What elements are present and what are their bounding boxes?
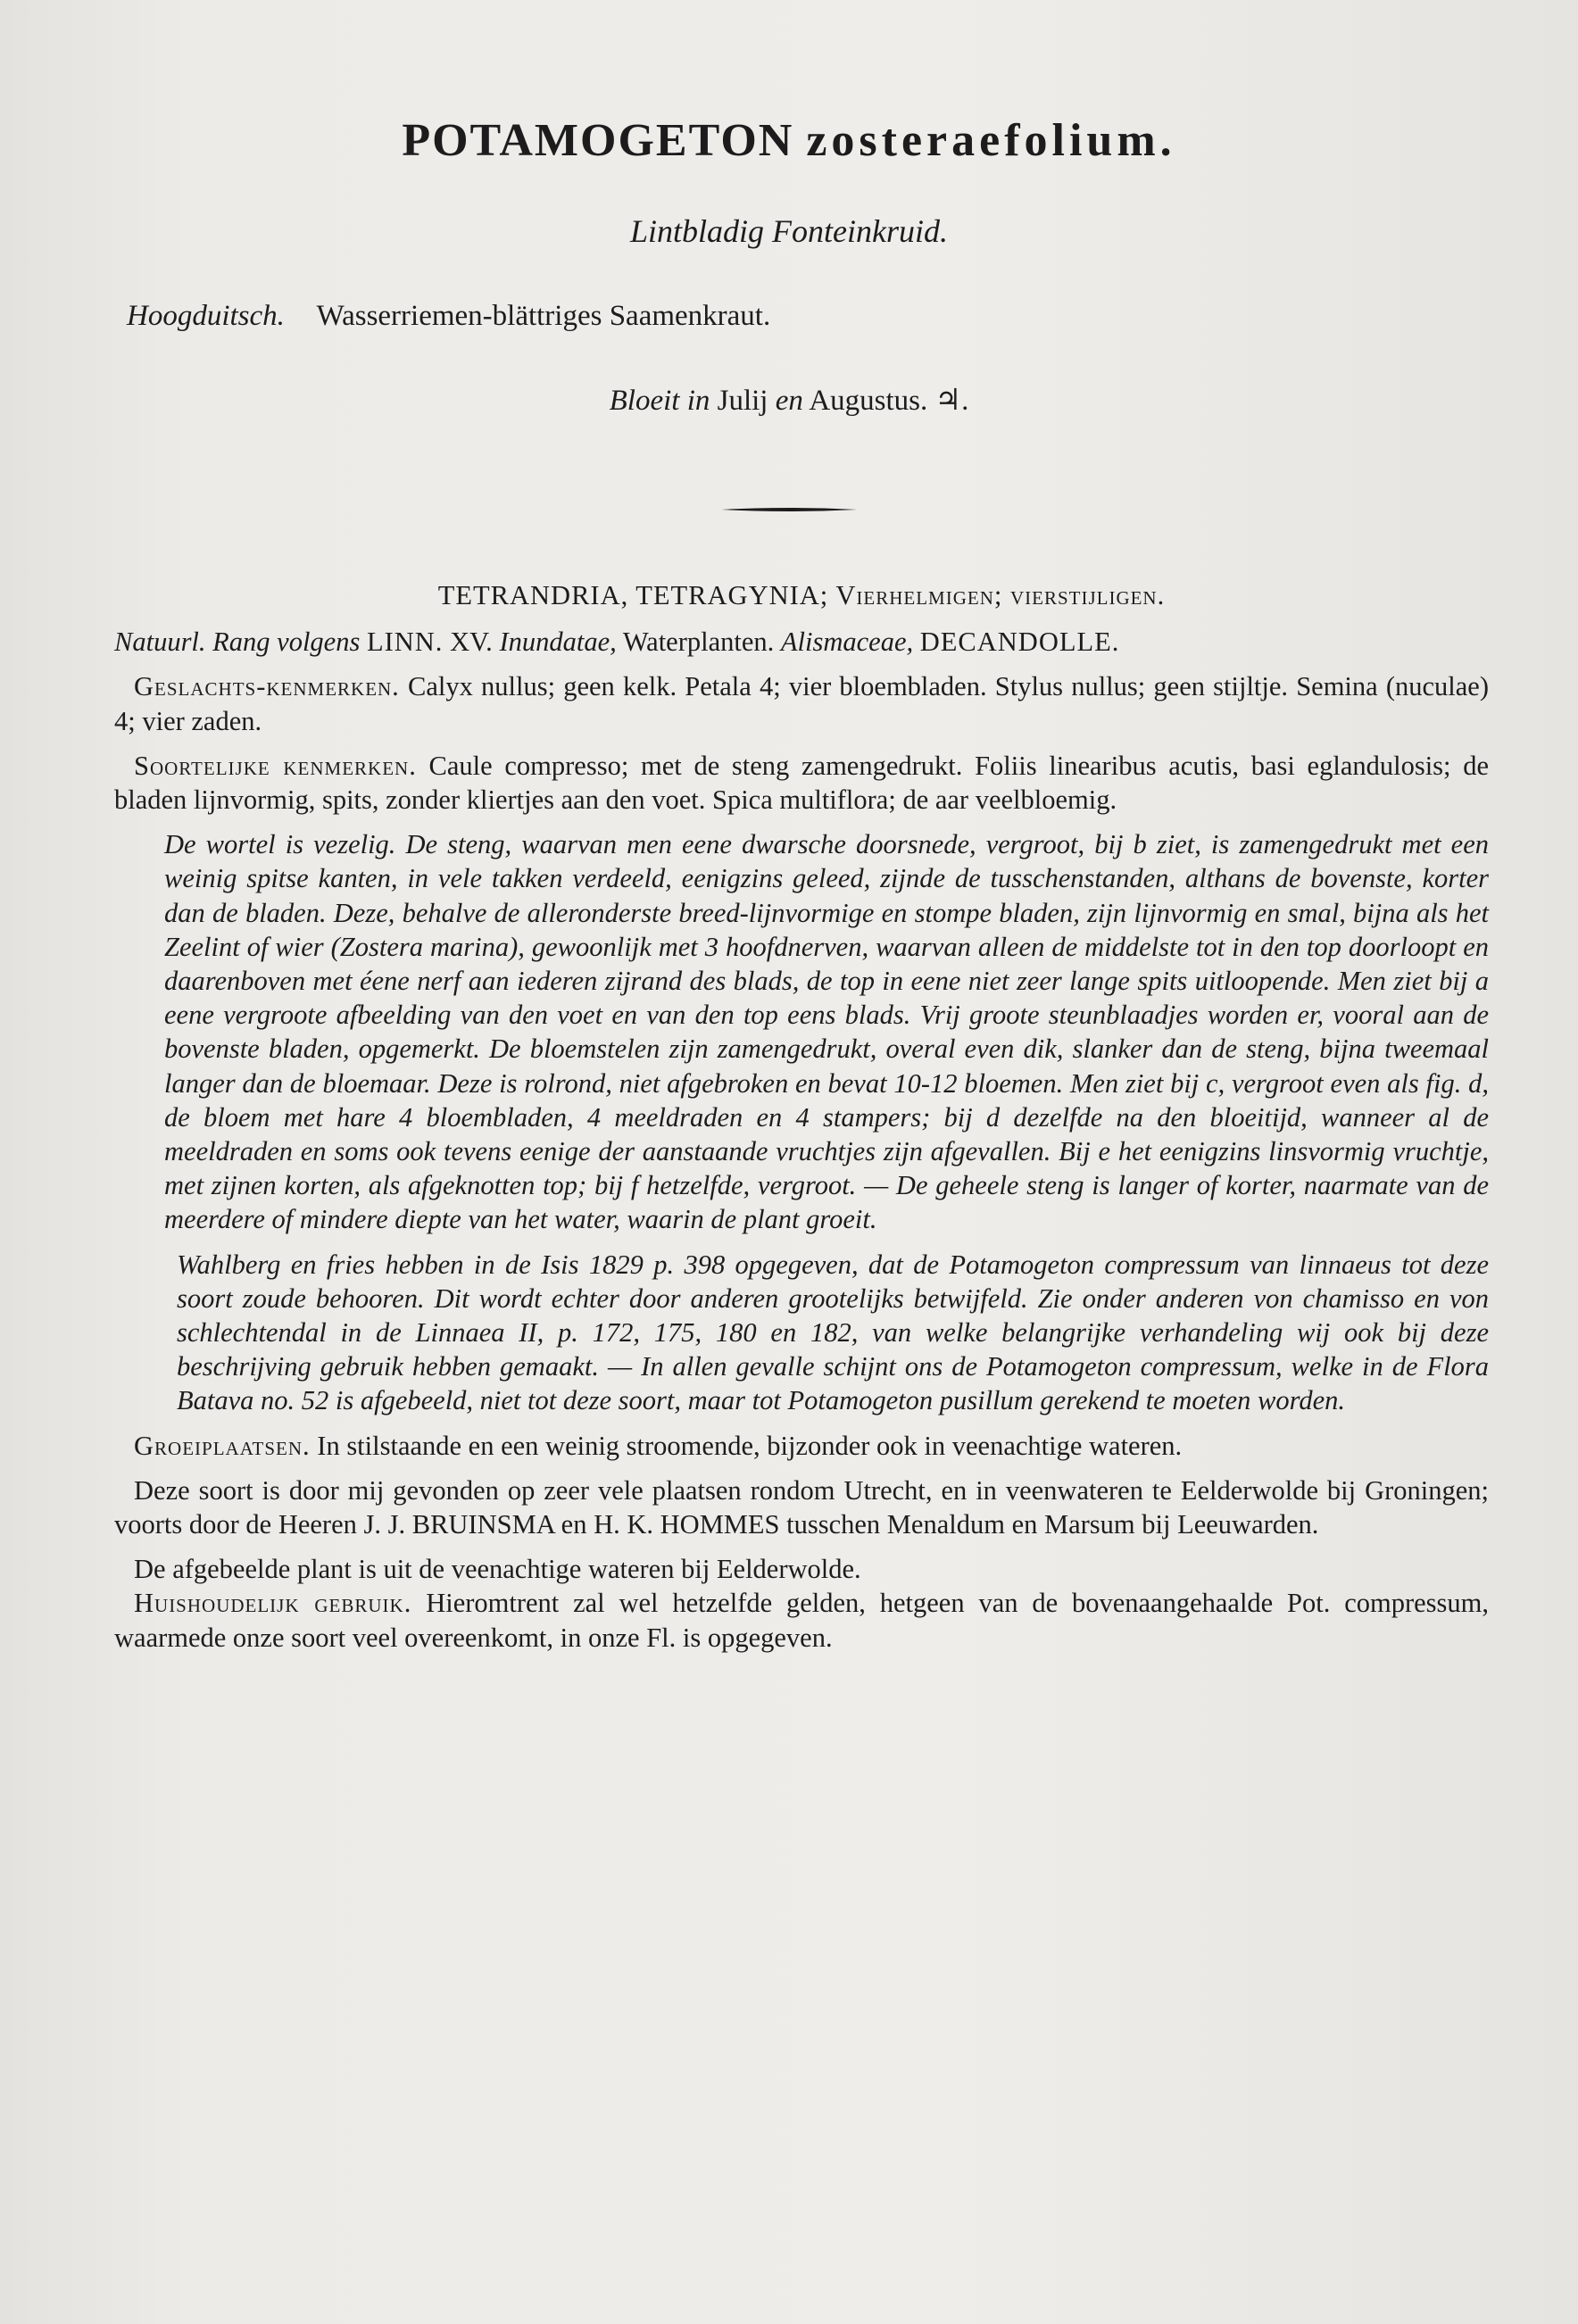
bloom-and: en <box>775 385 803 417</box>
literature-paragraph: Wahlberg en fries hebben in de Isis 1829 p. 398 opgegeven, dat de Potamogeton compressum van linnaeus tot deze soort zoude behooren. Dit wordt echter door anderen grootelijks betwijfeld. Zie onder anderen von chamisso en von schlechtendal in de Linnaea II, p. 172, 175, 180 en 182, van welke belangrijke verhandeling wij ook bij deze beschrijving gebruik hebben gemaakt. — In allen gevalle schijnt ons de Potamogeton compressum, welke in de Flora Batava no. 52 is afgebeeld, niet tot deze soort, maar tot Potamogeton pusillum gerekend te moeten worden. <box>177 1249 1489 1416</box>
bloom-line <box>0 382 1578 418</box>
bloom-word: Bloeit <box>609 385 680 417</box>
natural-rank-line: Natuurl. Rang volgens LINN. XV. Inundatae, Waterplanten. Alismaceae, DECANDOLLE. <box>114 627 1120 658</box>
species-characters-paragraph: Soortelijke kenmerken. Caule compresso; met de steng zamengedrukt. Foliis linearibus acutis, basi eglandulosis; de bladen lijnvormig, spits, zonder kliertjes aan den voet. Spica multiflora; de aar veelbloemig. <box>114 750 1490 816</box>
document-body <box>114 578 1489 1655</box>
genus-characters-paragraph: Geslachts-kenmerken. Calyx nullus; geen kelk. Petala 4; vier bloembladen. Stylus nullus; geen stijltje. Semina (nuculae) 4; vier zaden. <box>114 671 1489 736</box>
vernacular-name: Lintbladig Fonteinkruid. <box>630 213 948 249</box>
title-species: zosteraefolium. <box>806 115 1176 166</box>
bloom-in: in <box>686 385 710 417</box>
perennial-symbol: ♃. <box>934 385 969 417</box>
german-name-line <box>127 300 770 333</box>
german-label: Hoogduitsch. <box>127 300 285 332</box>
section-heading: Geslachts-kenmerken. <box>134 671 400 702</box>
german-name: Wasserriemen-blättriges Saamenkraut. <box>316 300 771 332</box>
classification-line: TETRANDRIA, TETRAGYNIA; Vierhelmigen; vierstijligen. <box>437 580 1166 610</box>
page-title <box>0 114 1578 167</box>
title-genus: POTAMOGETON <box>402 115 794 166</box>
economic-use-paragraph: Huishoudelijk gebruik. Hieromtrent zal wel hetzelfde gelden, hetgeen van de bovenaangehaalde Pot. compressum, waarmede onze soort veel overeenkomt, in onze Fl. is opgegeven. <box>114 1588 1490 1653</box>
localities-paragraph: Deze soort is door mij gevonden op zeer vele plaatsen rondom Utrecht, en in veenwateren te Eelderwolde bij Groningen; voorts door de Heeren J. J. BRUINSMA en H. K. HOMMES tusschen Menaldum en Marsum bij Leeuwarden. <box>114 1474 1489 1540</box>
ornament-divider <box>721 505 857 514</box>
bloom-month-2: Augustus. <box>809 385 928 417</box>
bloom-month-1: Julij <box>717 385 768 417</box>
section-heading: Soortelijke kenmerken. <box>134 750 417 781</box>
description-paragraph: De wortel is vezelig. De steng, waarvan men eene dwarsche doorsnede, vergroot, bij b ziet, is zamengedrukt met een weinig spitse kanten, in vele takken verdeeld, eenigzins geleed, zijnde de tusschenstanden, althans de bovenste, korter dan de bladen. Deze, behalve de alleronderste breed-lijnvormige en stompe bladen, zijn lijnvormig en smal, bijna als het Zeelint of wier (Zostera marina), gewoonlijk met 3 hoofdnerven, waarvan alleen de middelste tot in den top doorloopt en daarenboven met éene nerf aan iederen zijrand des blads, de top in eene niet zeer lange spits uitloopende. Men ziet bij a eene vergroote afbeelding van den voet en van den top eens blads. Vrij groote steunblaadjes worden er, vooral aan de bovenste bladen, opgemerkt. De bloemstelen zijn zamengedrukt, overal even dik, slanker dan de steng, bijna tweemaal langer dan de bloemaar. Deze is rolrond, niet afgebroken en bevat 10-12 bloemen. Men ziet bij c, vergroot even als fig. d, de bloem met hare 4 bloembladen, 4 meeldraden en 4 stampers; bij d dezelfde na den bloeitijd, wanneer al de meeldraden en soms ook tevens eenige der aanstaande vruchtjes zijn afgevallen. Bij e het eenigzins linsvormig vruchtje, met zijnen korten, als afgeknotten top; bij f hetzelfde, vergroot. — De geheele steng is langer of korter, naarmate van de meerdere of mindere diepte van het water, waarin de plant groeit. <box>164 829 1489 1235</box>
figured-plant-paragraph: De afgebeelde plant is uit de veenachtige wateren bij Eelderwolde. <box>134 1554 861 1585</box>
section-heading: Huishoudelijk gebruik. <box>134 1588 412 1619</box>
habitat-paragraph: Groeiplaatsen. In stilstaande en een weinig stroomende, bijzonder ook in veenachtige wateren. <box>134 1430 1183 1461</box>
section-heading: Groeiplaatsen. <box>134 1430 311 1461</box>
